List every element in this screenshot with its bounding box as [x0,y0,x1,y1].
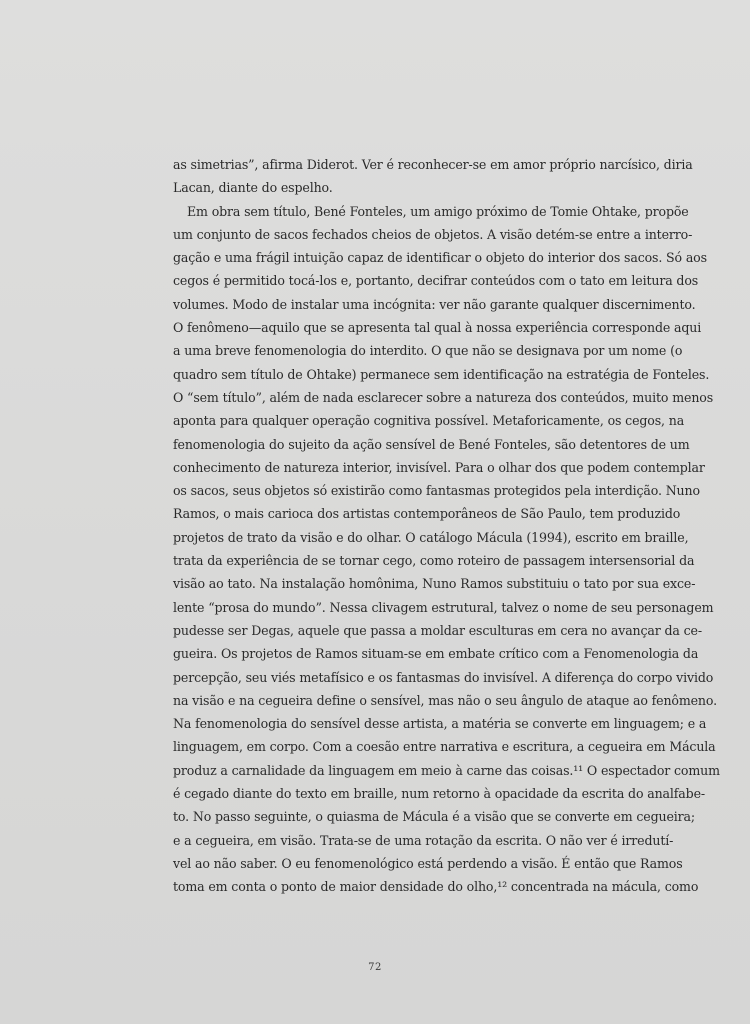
text-line: Em obra sem título, Bené Fonteles, um amigo próximo de Tomie Ohtake, propõe [187,203,689,219]
text-line: projetos de trato da visão e do olhar. O catálogo Mácula (1994), escrito em braille, [173,529,689,545]
text-line: um conjunto de sacos fechados cheios de objetos. A visão detém-se entre a interro- [173,226,693,242]
text-line: é cegado diante do texto em braille, num retorno à opacidade da escrita do analfabe- [173,786,705,802]
text-line: linguagem, em corpo. Com a coesão entre narrativa e escritura, a cegueira em Mácula [173,739,716,755]
text-line: vel ao não saber. O eu fenomenológico está perdendo a visão. É então que Ramos [173,855,683,871]
text-line: trata da experiência de se tornar cego, como roteiro de passagem intersensorial da [173,553,695,569]
text-line: na visão e na cegueira define o sensível, mas não o seu ângulo de ataque ao fenômeno. [173,692,717,708]
text-line: quadro sem título de Ohtake) permanece sem identificação na estratégia de Fonteles. [173,366,710,382]
text-line: volumes. Modo de instalar uma incógnita: ver não garante qualquer discernimento. [173,296,696,312]
text-line: aponta para qualquer operação cognitiva possível. Metaforicamente, os cegos, na [173,413,685,429]
text-line: Na fenomenologia do sensível desse artista, a matéria se converte em linguagem; e a [173,716,707,732]
text-line: cegos é permitido tocá-los e, portanto, decifrar conteúdos com o tato em leitura dos [173,273,699,289]
text-line: Lacan, diante do espelho. [173,180,333,196]
text-line: a uma breve fenomenologia do interdito. O que não se designava por um nome (o [173,343,683,359]
text-line: lente “prosa do mundo”. Nessa clivagem estrutural, talvez o nome de seu personagem [173,599,714,615]
text-line: O fenômeno—aquilo que se apresenta tal qual à nossa experiência corresponde aqui [173,320,702,336]
page-number: 72 [368,962,382,973]
body-text [173,153,720,899]
text-line: as simetrias”, afirma Diderot. Ver é reconhecer-se em amor próprio narcísico, diria [173,157,693,172]
text-line: e a cegueira, em visão. Trata-se de uma rotação da escrita. O não ver é irredutí- [173,832,674,848]
text-line: O “sem título”, além de nada esclarecer sobre a natureza dos conteúdos, muito menos [173,389,714,405]
text-line: fenomenologia do sujeito da ação sensível de Bené Fonteles, são detentores de um [173,436,690,452]
text-line: to. No passo seguinte, o quiasma de Mácula é a visão que se converte em cegueira; [173,809,695,825]
text-line: conhecimento de natureza interior, invisível. Para o olhar dos que podem contemplar [173,459,705,475]
text-line: os sacos, seus objetos só existirão como fantasmas protegidos pela interdição. Nuno [173,483,700,499]
text-line: gueira. Os projetos de Ramos situam-se em embate crítico com a Fenomenologia da [173,646,699,662]
text-line: gação e uma frágil intuição capaz de identificar o objeto do interior dos sacos. Só aos [173,250,707,266]
text-line: toma em conta o ponto de maior densidade do olho,¹² concentrada na mácula, como [173,879,699,895]
text-line: pudesse ser Degas, aquele que passa a moldar esculturas em cera no avançar da ce- [173,622,702,638]
text-line: produz a carnalidade da linguagem em meio à carne das coisas.¹¹ O espectador comum [173,762,720,778]
text-line: Ramos, o mais carioca dos artistas contemporâneos de São Paulo, tem produzido [173,506,681,522]
text-line: percepção, seu viés metafísico e os fantasmas do invisível. A diferença do corpo vivido [173,669,714,685]
text-line: visão ao tato. Na instalação homônima, Nuno Ramos substituiu o tato por sua exce- [173,576,696,592]
